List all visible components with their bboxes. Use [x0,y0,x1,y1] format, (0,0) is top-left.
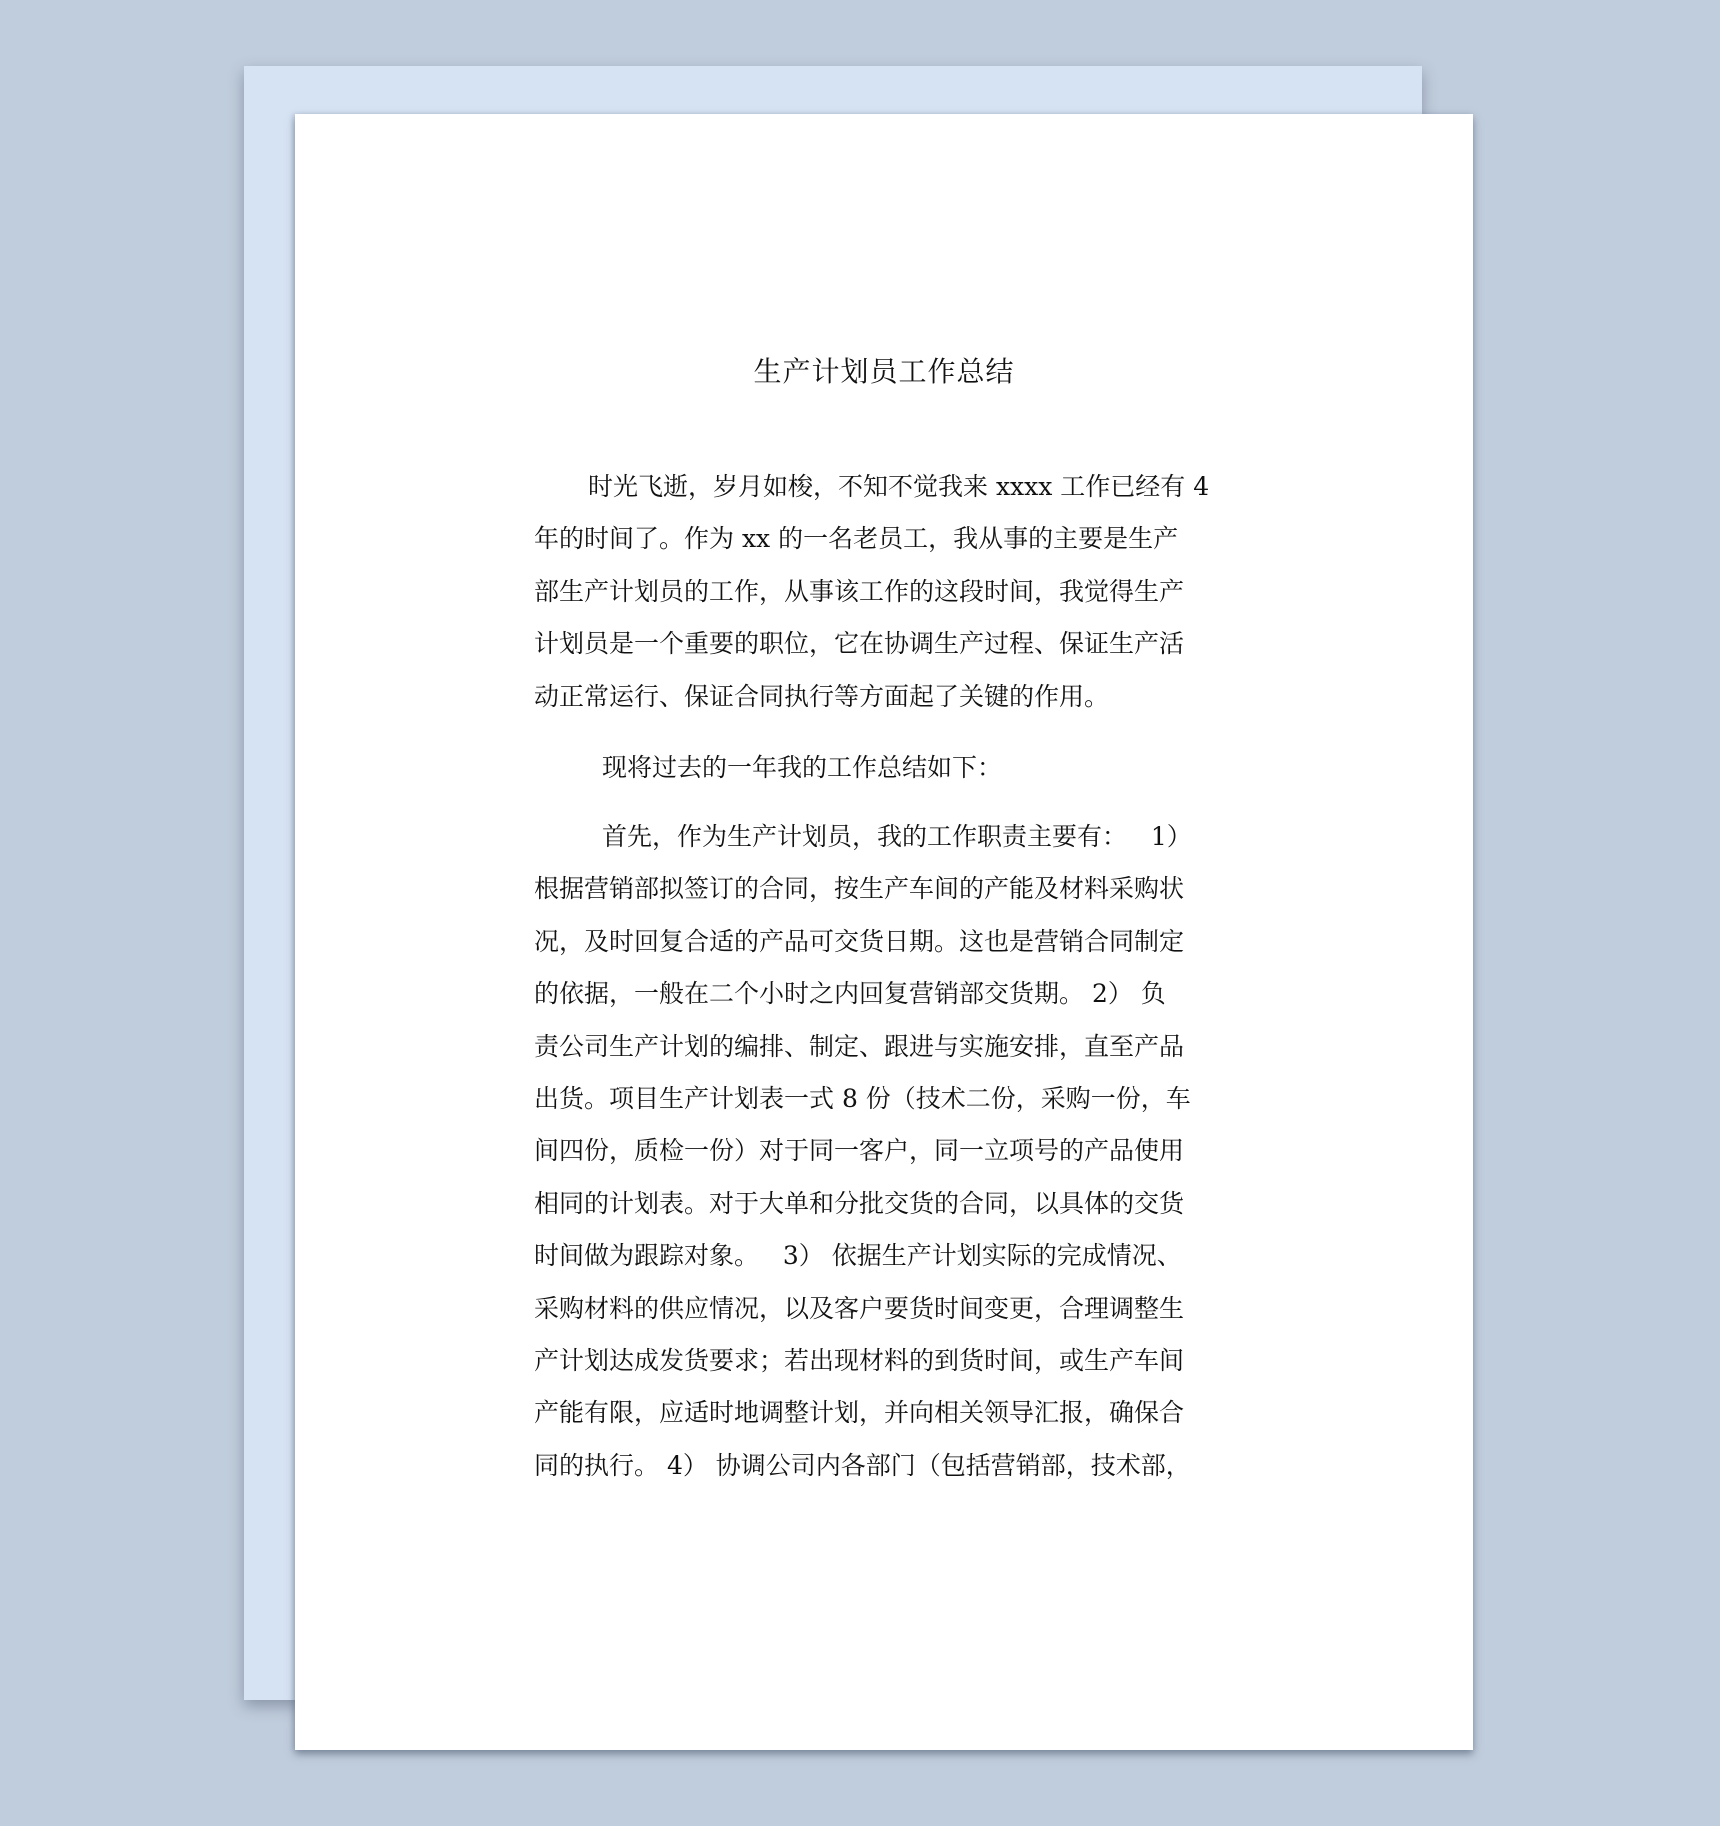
text-line: 相同的计划表。对于大单和分批交货的合同，以具体的交货 [534,1188,1185,1218]
text-line: 责公司生产计划的编排、制定、跟进与实施安排，直至产品 [534,1031,1185,1061]
text-line: 部生产计划员的工作，从事该工作的这段时间，我觉得生产 [534,576,1185,606]
paragraph-intro [534,461,1274,723]
text-line: 产能有限，应适时地调整计划，并向相关领导汇报，确保合 [534,1398,1185,1428]
text-line: 的依据，一般在二个小时之内回复营销部交货期。 2） 负 [534,979,1166,1009]
paragraph-summary-lead [534,742,1274,794]
text-line: 产计划达成发货要求；若出现材料的到货时间，或生产车间 [534,1345,1185,1375]
paragraph-duties [534,811,1274,1492]
text-line: 首先，作为生产计划员，我的工作职责主要有： 1） [602,822,1192,851]
document-title: 生产计划员工作总结 [753,355,1015,388]
text-line: 采购材料的供应情况，以及客户要货时间变更，合理调整生 [534,1293,1185,1323]
text-line: 根据营销部拟签订的合同，按生产车间的产能及材料采购状 [534,874,1185,904]
text-line: 计划员是一个重要的职位，它在协调生产过程、保证生产活 [534,629,1185,659]
text-line: 时间做为跟踪对象。 3） 依据生产计划实际的完成情况、 [534,1241,1182,1271]
text-line: 同的执行。 4） 协调公司内各部门（包括营销部，技术部， [534,1450,1191,1480]
text-line: 动正常运行、保证合同执行等方面起了关键的作用。 [534,681,1110,711]
text-line: 况，及时回复合适的产品可交货日期。这也是营销合同制定 [534,926,1185,956]
text-line: 年的时间了。作为 xx 的一名老员工，我从事的主要是生产 [534,524,1179,554]
text-line: 出货。项目生产计划表一式 8 份（技术二份，采购一份，车 [534,1083,1191,1113]
text-line: 现将过去的一年我的工作总结如下： [602,753,1003,782]
text-line: 间四份，质检一份）对于同一客户，同一立项号的产品使用 [534,1136,1185,1166]
text-line: 时光飞逝，岁月如梭，不知不觉我来 xxxx 工作已经有 4 [588,472,1210,501]
document-page [295,114,1473,1750]
